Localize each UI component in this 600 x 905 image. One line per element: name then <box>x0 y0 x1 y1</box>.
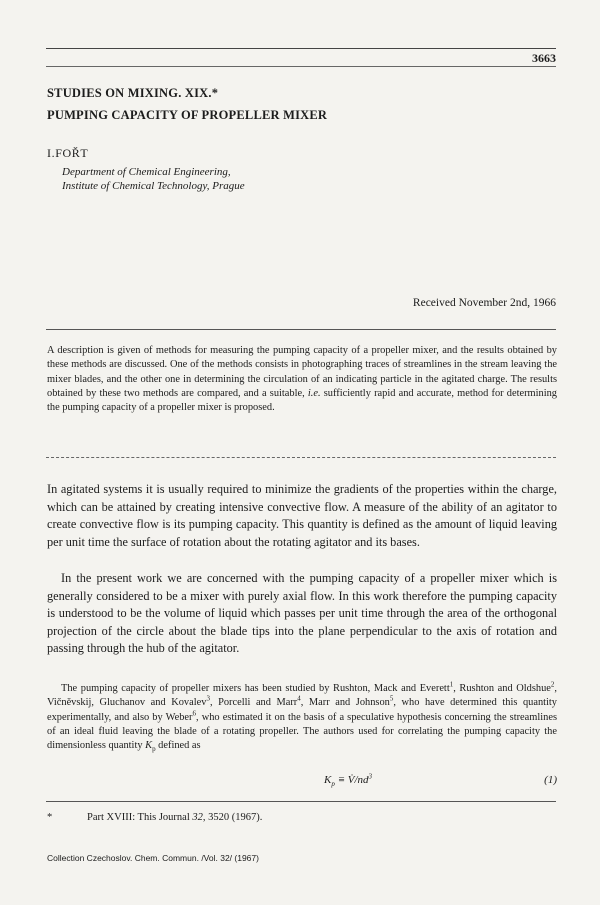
header-rule <box>46 48 556 49</box>
title-line-1: STUDIES ON MIXING. XIX.* <box>47 86 219 100</box>
title-line-2: PUMPING CAPACITY OF PROPELLER MIXER <box>47 108 328 122</box>
abstract-top-rule <box>46 329 556 330</box>
affiliation-line-1: Department of Chemical Engineering, <box>62 166 231 178</box>
equation-number: (1) <box>544 774 557 786</box>
abstract-bottom-rule <box>46 457 556 458</box>
page-number: 3663 <box>532 51 556 65</box>
journal-footer: Collection Czechoslov. Chem. Commun. /Vol. 32/ (1967) <box>47 853 259 863</box>
abstract: A description is given of methods for measuring the pumping capacity of a propeller mixer, and the results obtained by these methods are discussed. One of the methods consists in photographing traces of streamlines in the stream leaving the mixer blades, and the other one in determining the circulation of an indicating particle in the agitated charge. The results obtained by these two methods are compared, and a suitable, i.e. sufficiently rapid and accurate, method for determining the pumping capacity of a propeller mixer is proposed. <box>47 345 557 414</box>
header-rule-lower <box>46 66 556 67</box>
body-paragraph-2: In the present work we are concerned with the pumping capacity of a propeller mixer which is generally considered to be a mixer with purely axial flow. In this work therefore the pumping capacity is understood to be the volume of liquid which passes per unit time through the area of the orthogonal projection of the circle about the blade tips into the plane perpendicular to the axis of rotation and passing through the hub of the agitator. <box>47 571 557 656</box>
footnote-rule <box>46 801 556 802</box>
equation-1 <box>47 774 557 790</box>
affiliation-line-2: Institute of Chemical Technology, Prague <box>62 180 245 192</box>
received-date: Received November 2nd, 1966 <box>412 297 556 309</box>
body-paragraph-1: In agitated systems it is usually required to minimize the gradients of the properties within the charge, which can be attained by creating intensive convective flow. A measure of the ability of an agitator to create convective flow is its pumping capacity. This quantity is defined as the amount of liquid leaving per unit time the surface of rotation about the rotating agitator and its bases. <box>47 482 557 549</box>
body-paragraph-3: The pumping capacity of propeller mixers has been studied by Rushton, Mack and Everett$^1$, Rushton and Oldshue$^2$, Vičněvskij, Gluchanov and Kovalev$^3$, Porcelli and Marr$^4$, Marr and Johnson$^5$, who have determined this quantity experimentally, and also by Weber$^6$, who estimated it on the basis of a speculative hypothesis concerning the streamlines of an ideal fluid leaving the blade of a rotating propeller. The authors used for correlating the pumping capacity the dimensionless quantity $K_p$ defined as <box>47 680 558 754</box>
equation-expression: $K_p$ ≡ $V̇/nd^3$ <box>324 772 373 789</box>
footnote: * Part XVIII: This Journal 32, 3520 (1967). <box>47 812 263 823</box>
author: I.FOŘT <box>47 146 89 160</box>
